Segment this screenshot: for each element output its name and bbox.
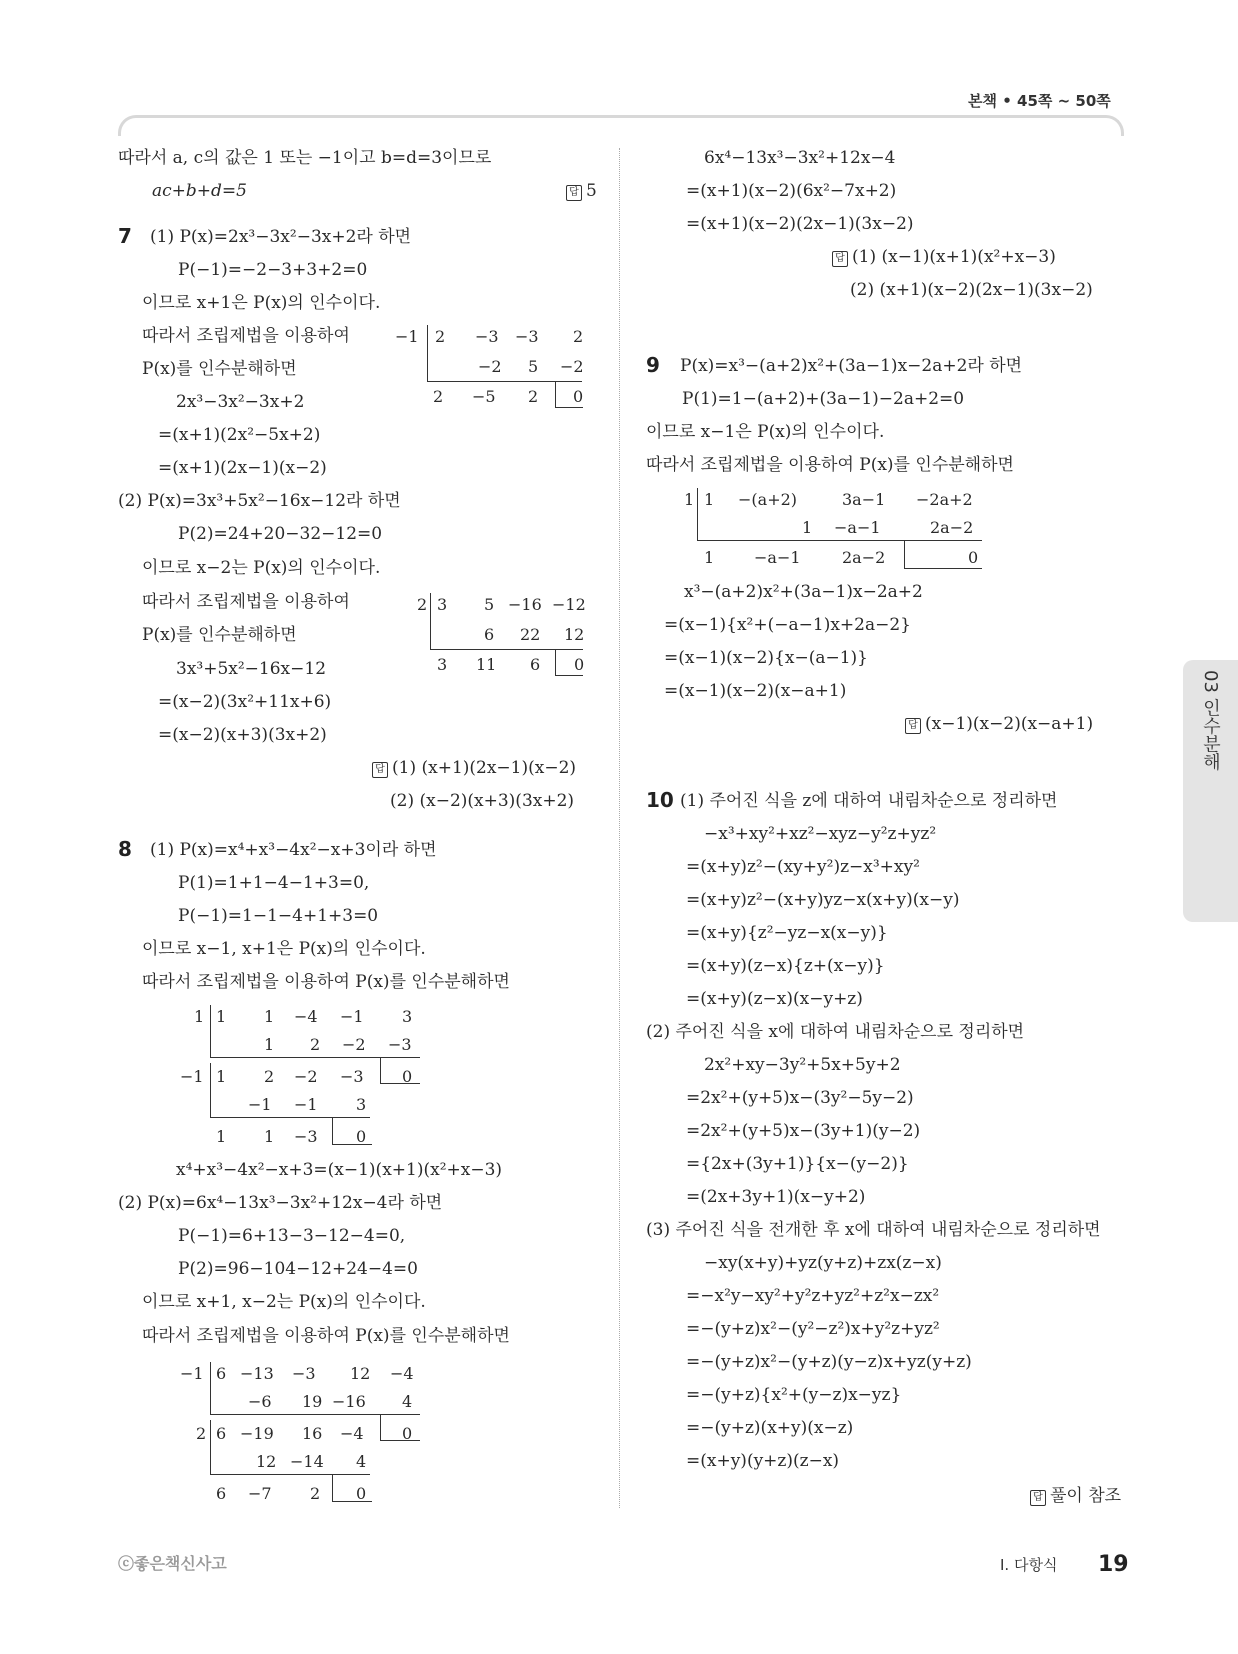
sd-cell: −a−1: [754, 548, 801, 567]
page-range-header: 본책 • 45쪽 ~ 50쪽: [968, 92, 1111, 110]
sd-cell: 2: [264, 1067, 275, 1086]
sd-cell: 2a−2: [930, 518, 974, 537]
sd-cell: −12: [552, 595, 586, 614]
sd-cell: −6: [248, 1392, 272, 1411]
sd-remainder: 0: [402, 1424, 413, 1443]
sd-root: −1: [395, 327, 419, 346]
sd-cell: −16: [332, 1392, 366, 1411]
problem-10-line: =−(y+z){x²+(y−z)x−yz}: [686, 1385, 902, 1405]
sd-cell: −3: [475, 327, 499, 346]
problem-10-line: =−x²y−xy²+y²z+yz²+z²x−zx²: [686, 1286, 940, 1306]
answer-mark: [832, 249, 1056, 267]
sd-cell: 3: [402, 1007, 413, 1026]
sd-cell: 2: [310, 1484, 321, 1503]
sd-remainder: 0: [574, 655, 585, 674]
sd-cell: 22: [520, 625, 541, 644]
problem-9-line: 따라서 조립제법을 이용하여 P(x)를 인수분해하면: [646, 455, 1014, 475]
problem-8-line: 따라서 조립제법을 이용하여 P(x)를 인수분해하면: [142, 1326, 510, 1346]
problem-7-line: 이므로 x+1은 P(x)의 인수이다.: [142, 293, 381, 313]
sd-cell: −14: [290, 1452, 324, 1471]
sd-cell: 1: [216, 1067, 227, 1086]
problem-7-line: 이므로 x−2는 P(x)의 인수이다.: [142, 558, 381, 578]
answer-text: (1) (x−1)(x+1)(x²+x−3): [852, 247, 1056, 267]
header-rule: [118, 115, 1124, 136]
sd-cell: 6: [530, 655, 541, 674]
sd-cell: −1: [294, 1095, 318, 1114]
problem-8-line: x⁴+x³−4x²−x+3=(x−1)(x+1)(x²+x−3): [176, 1160, 503, 1180]
synthetic-division-8-1: [180, 1005, 420, 1150]
answer-mark: [566, 183, 597, 201]
answer-text: 풀이 참조: [1050, 1486, 1122, 1506]
sd-cell: −a−1: [834, 518, 881, 537]
sd-cell: 1: [704, 548, 715, 567]
problem-7-line: =(x−2)(x+3)(3x+2): [158, 725, 327, 745]
problem-10-line: =(x+y)(y+z)(z−x): [686, 1451, 840, 1471]
problem-7-line: =(x+1)(2x²−5x+2): [158, 425, 321, 445]
problem-10-line: −x³+xy²+xz²−xyz−y²z+yz²: [704, 824, 937, 844]
answer-text: (1) (x+1)(2x−1)(x−2): [392, 758, 577, 778]
problem-10-line: −xy(x+y)+yz(y+z)+zx(z−x): [704, 1253, 942, 1273]
problem-10-line: =−(y+z)x²−(y+z)(y−z)x+yz(y+z): [686, 1352, 972, 1372]
problem-10-line: =2x²+(y+5)x−(3y²−5y−2): [686, 1088, 914, 1108]
problem-8-line: P(2)=96−104−12+24−4=0: [178, 1259, 418, 1279]
problem-10-line: (3) 주어진 식을 전개한 후 x에 대하여 내림차순으로 정리하면: [646, 1220, 1101, 1240]
answer-icon: 답: [372, 762, 388, 778]
sd-cell: 16: [302, 1424, 323, 1443]
problem-9-line: P(x)=x³−(a+2)x²+(3a−1)x−2a+2라 하면: [680, 356, 1023, 376]
sd-cell: 1: [216, 1127, 227, 1146]
sd-cell: 19: [302, 1392, 323, 1411]
problem-8-line: P(−1)=6+13−3−12−4=0,: [178, 1226, 406, 1246]
problem-10-line: =(x+y)z²−(xy+y²)z−x³+xy²: [686, 857, 920, 877]
sd-cell: 1: [264, 1007, 275, 1026]
problem-10-line: =(x+y)(z−x)(x−y+z): [686, 989, 863, 1009]
problem-8-line: 이므로 x+1, x−2는 P(x)의 인수이다.: [142, 1292, 426, 1312]
problem-7-line: P(x)를 인수분해하면: [142, 625, 297, 645]
sd-cell: −4: [340, 1424, 364, 1443]
sd-remainder: 0: [968, 548, 979, 567]
problem-8-line: =(x+1)(x−2)(6x²−7x+2): [686, 181, 897, 201]
sd-cell: −3: [294, 1127, 318, 1146]
sd-root: −1: [180, 1067, 204, 1086]
sd-cell: 2: [433, 387, 444, 406]
sd-cell: 6: [216, 1364, 227, 1383]
sd-cell: 1: [216, 1007, 227, 1026]
synthetic-division-9: [682, 488, 982, 573]
sd-cell: 1: [704, 490, 715, 509]
answer-icon: 답: [566, 185, 582, 201]
problem-10-line: =(x+y)(z−x){z+(x−y)}: [686, 956, 885, 976]
sd-cell: 12: [564, 625, 585, 644]
problem-number-7: 7: [118, 224, 132, 248]
sd-cell: −2: [560, 357, 584, 376]
problem-9-line: =(x−1)(x−2)(x−a+1): [664, 681, 847, 701]
sd-cell: 5: [484, 595, 495, 614]
problem-8-line: 따라서 조립제법을 이용하여 P(x)를 인수분해하면: [142, 972, 510, 992]
sd-cell: −2: [478, 357, 502, 376]
sd-root: 1: [194, 1007, 205, 1026]
sd-remainder: 0: [356, 1484, 367, 1503]
problem-7-line: 따라서 조립제법을 이용하여: [142, 326, 350, 346]
problem-10-line: (1) 주어진 식을 z에 대하여 내림차순으로 정리하면: [680, 791, 1058, 811]
sd-root: 1: [684, 490, 695, 509]
synthetic-division-7-1: [390, 325, 590, 410]
sd-cell: 6: [216, 1484, 227, 1503]
sd-cell: 12: [350, 1364, 371, 1383]
problem-10-line: 2x²+xy−3y²+5x+5y+2: [704, 1055, 901, 1075]
sd-remainder: 0: [402, 1067, 413, 1086]
problem-8-line: (1) P(x)=x⁴+x³−4x²−x+3이라 하면: [150, 840, 437, 860]
sd-cell: 3a−1: [842, 490, 886, 509]
problem-10-line: =(x+y)z²−(x+y)yz−x(x+y)(x−y): [686, 890, 960, 910]
sd-cell: 6: [484, 625, 495, 644]
problem-8-line: =(x+1)(x−2)(2x−1)(3x−2): [686, 214, 914, 234]
column-divider: [619, 148, 620, 1508]
sd-root: 2: [417, 595, 428, 614]
answer-icon: 답: [1030, 1490, 1046, 1506]
problem-10-line: =−(y+z)x²−(y²−z²)x+y²z+yz²: [686, 1319, 940, 1339]
sd-cell: 4: [402, 1392, 413, 1411]
problem-7-line: 3x³+5x²−16x−12: [176, 659, 327, 679]
sd-cell: 5: [528, 357, 539, 376]
sd-cell: 1: [802, 518, 813, 537]
problem-7-line: 따라서 조립제법을 이용하여: [142, 592, 350, 612]
problem-7-line: 2x³−3x²−3x+2: [176, 392, 305, 412]
synthetic-division-8-2: [180, 1362, 420, 1507]
sd-cell: 2: [528, 387, 539, 406]
problem-7-line: (2) P(x)=3x³+5x²−16x−12라 하면: [118, 491, 401, 511]
problem-8-line: P(−1)=1−1−4+1+3=0: [178, 906, 379, 926]
publisher-logo: ⓒ좋은책신사고: [118, 1554, 227, 1573]
sd-root: 2: [196, 1424, 207, 1443]
answer-text: (x−1)(x−2)(x−a+1): [925, 714, 1094, 734]
problem-10-line: =−(y+z)(x+y)(x−z): [686, 1418, 854, 1438]
sd-cell: 1: [264, 1127, 275, 1146]
sd-cell: 3: [356, 1095, 367, 1114]
problem-7-line: (1) P(x)=2x³−3x²−3x+2라 하면: [150, 227, 412, 247]
sd-cell: −1: [340, 1007, 364, 1026]
problem-8-line: 6x⁴−13x³−3x²+12x−4: [704, 148, 896, 168]
sd-cell: −16: [508, 595, 542, 614]
problem-10-line: =(x+y){z²−yz−x(x−y)}: [686, 923, 888, 943]
sd-cell: −7: [248, 1484, 272, 1503]
problem-10-line: =2x²+(y+5)x−(3y+1)(y−2): [686, 1121, 921, 1141]
problem-9-line: P(1)=1−(a+2)+(3a−1)−2a+2=0: [682, 389, 965, 409]
sd-cell: 6: [216, 1424, 227, 1443]
answer-mark: [905, 716, 1093, 734]
problem-8-line: 이므로 x−1, x+1은 P(x)의 인수이다.: [142, 939, 426, 959]
sd-cell: 2: [435, 327, 446, 346]
problem-9-line: 이므로 x−1은 P(x)의 인수이다.: [646, 422, 885, 442]
sd-cell: −2a+2: [916, 490, 973, 509]
sd-cell: 2a−2: [842, 548, 886, 567]
sd-cell: −3: [340, 1067, 364, 1086]
answer-mark: [372, 760, 576, 778]
synthetic-division-7-2: [412, 593, 592, 678]
sd-cell: 11: [476, 655, 497, 674]
sd-cell: −2: [294, 1067, 318, 1086]
chapter-tab-label: 03 인수분해: [1200, 670, 1221, 771]
answer-icon: 답: [905, 718, 921, 734]
sd-cell: −4: [294, 1007, 318, 1026]
sd-cell: −3: [292, 1364, 316, 1383]
problem-number-8: 8: [118, 837, 132, 861]
sd-remainder: 0: [573, 387, 584, 406]
sd-cell: −19: [240, 1424, 274, 1443]
sd-cell: 2: [573, 327, 584, 346]
problem-number-9: 9: [646, 353, 660, 377]
problem-10-line: (2) 주어진 식을 x에 대하여 내림차순으로 정리하면: [646, 1022, 1025, 1042]
problem-10-line: =(2x+3y+1)(x−y+2): [686, 1187, 866, 1207]
problem-number-10: 10: [646, 788, 674, 812]
problem-9-line: =(x−1){x²+(−a−1)x+2a−2}: [664, 615, 911, 635]
sd-cell: −(a+2): [738, 490, 798, 509]
problem-8-line: P(1)=1+1−4−1+3=0,: [178, 873, 370, 893]
problem-9-line: =(x−1)(x−2){x−(a−1)}: [664, 648, 868, 668]
sd-cell: −2: [342, 1035, 366, 1054]
problem-7-line: P(2)=24+20−32−12=0: [178, 524, 383, 544]
answer-icon: 답: [832, 251, 848, 267]
problem-8-line: (2) P(x)=6x⁴−13x³−3x²+12x−4라 하면: [118, 1193, 443, 1213]
sd-cell: 2: [310, 1035, 321, 1054]
sd-cell: −3: [388, 1035, 412, 1054]
equation: ac+b+d=5: [152, 181, 247, 201]
sd-remainder: 0: [356, 1127, 367, 1146]
sd-cell: 1: [264, 1035, 275, 1054]
problem-7-line: P(x)를 인수분해하면: [142, 359, 297, 379]
answer-mark: [1030, 1488, 1121, 1506]
answer-text: 5: [586, 181, 597, 201]
sd-cell: −3: [515, 327, 539, 346]
text-line: 따라서 a, c의 값은 1 또는 −1이고 b=d=3이므로: [118, 148, 492, 168]
sd-cell: −13: [240, 1364, 274, 1383]
problem-7-line: =(x−2)(3x²+11x+6): [158, 692, 332, 712]
problem-7-line: =(x+1)(2x−1)(x−2): [158, 458, 327, 478]
sd-cell: 12: [256, 1452, 277, 1471]
sd-cell: 4: [356, 1452, 367, 1471]
answer-text: (2) (x+1)(x−2)(2x−1)(3x−2): [850, 280, 1093, 300]
problem-10-line: ={2x+(3y+1)}{x−(y−2)}: [686, 1154, 909, 1174]
sd-cell: −4: [390, 1364, 414, 1383]
problem-7-line: P(−1)=−2−3+3+2=0: [178, 260, 368, 280]
sd-cell: 3: [437, 595, 448, 614]
answer-text: (2) (x−2)(x+3)(3x+2): [390, 791, 575, 811]
chapter-label: Ⅰ. 다항식: [1000, 1556, 1058, 1574]
sd-root: −1: [180, 1364, 204, 1383]
sd-cell: −1: [248, 1095, 272, 1114]
problem-9-line: x³−(a+2)x²+(3a−1)x−2a+2: [684, 582, 923, 602]
sd-cell: 3: [437, 655, 448, 674]
page-number: 19: [1098, 1552, 1129, 1577]
sd-cell: −5: [472, 387, 496, 406]
